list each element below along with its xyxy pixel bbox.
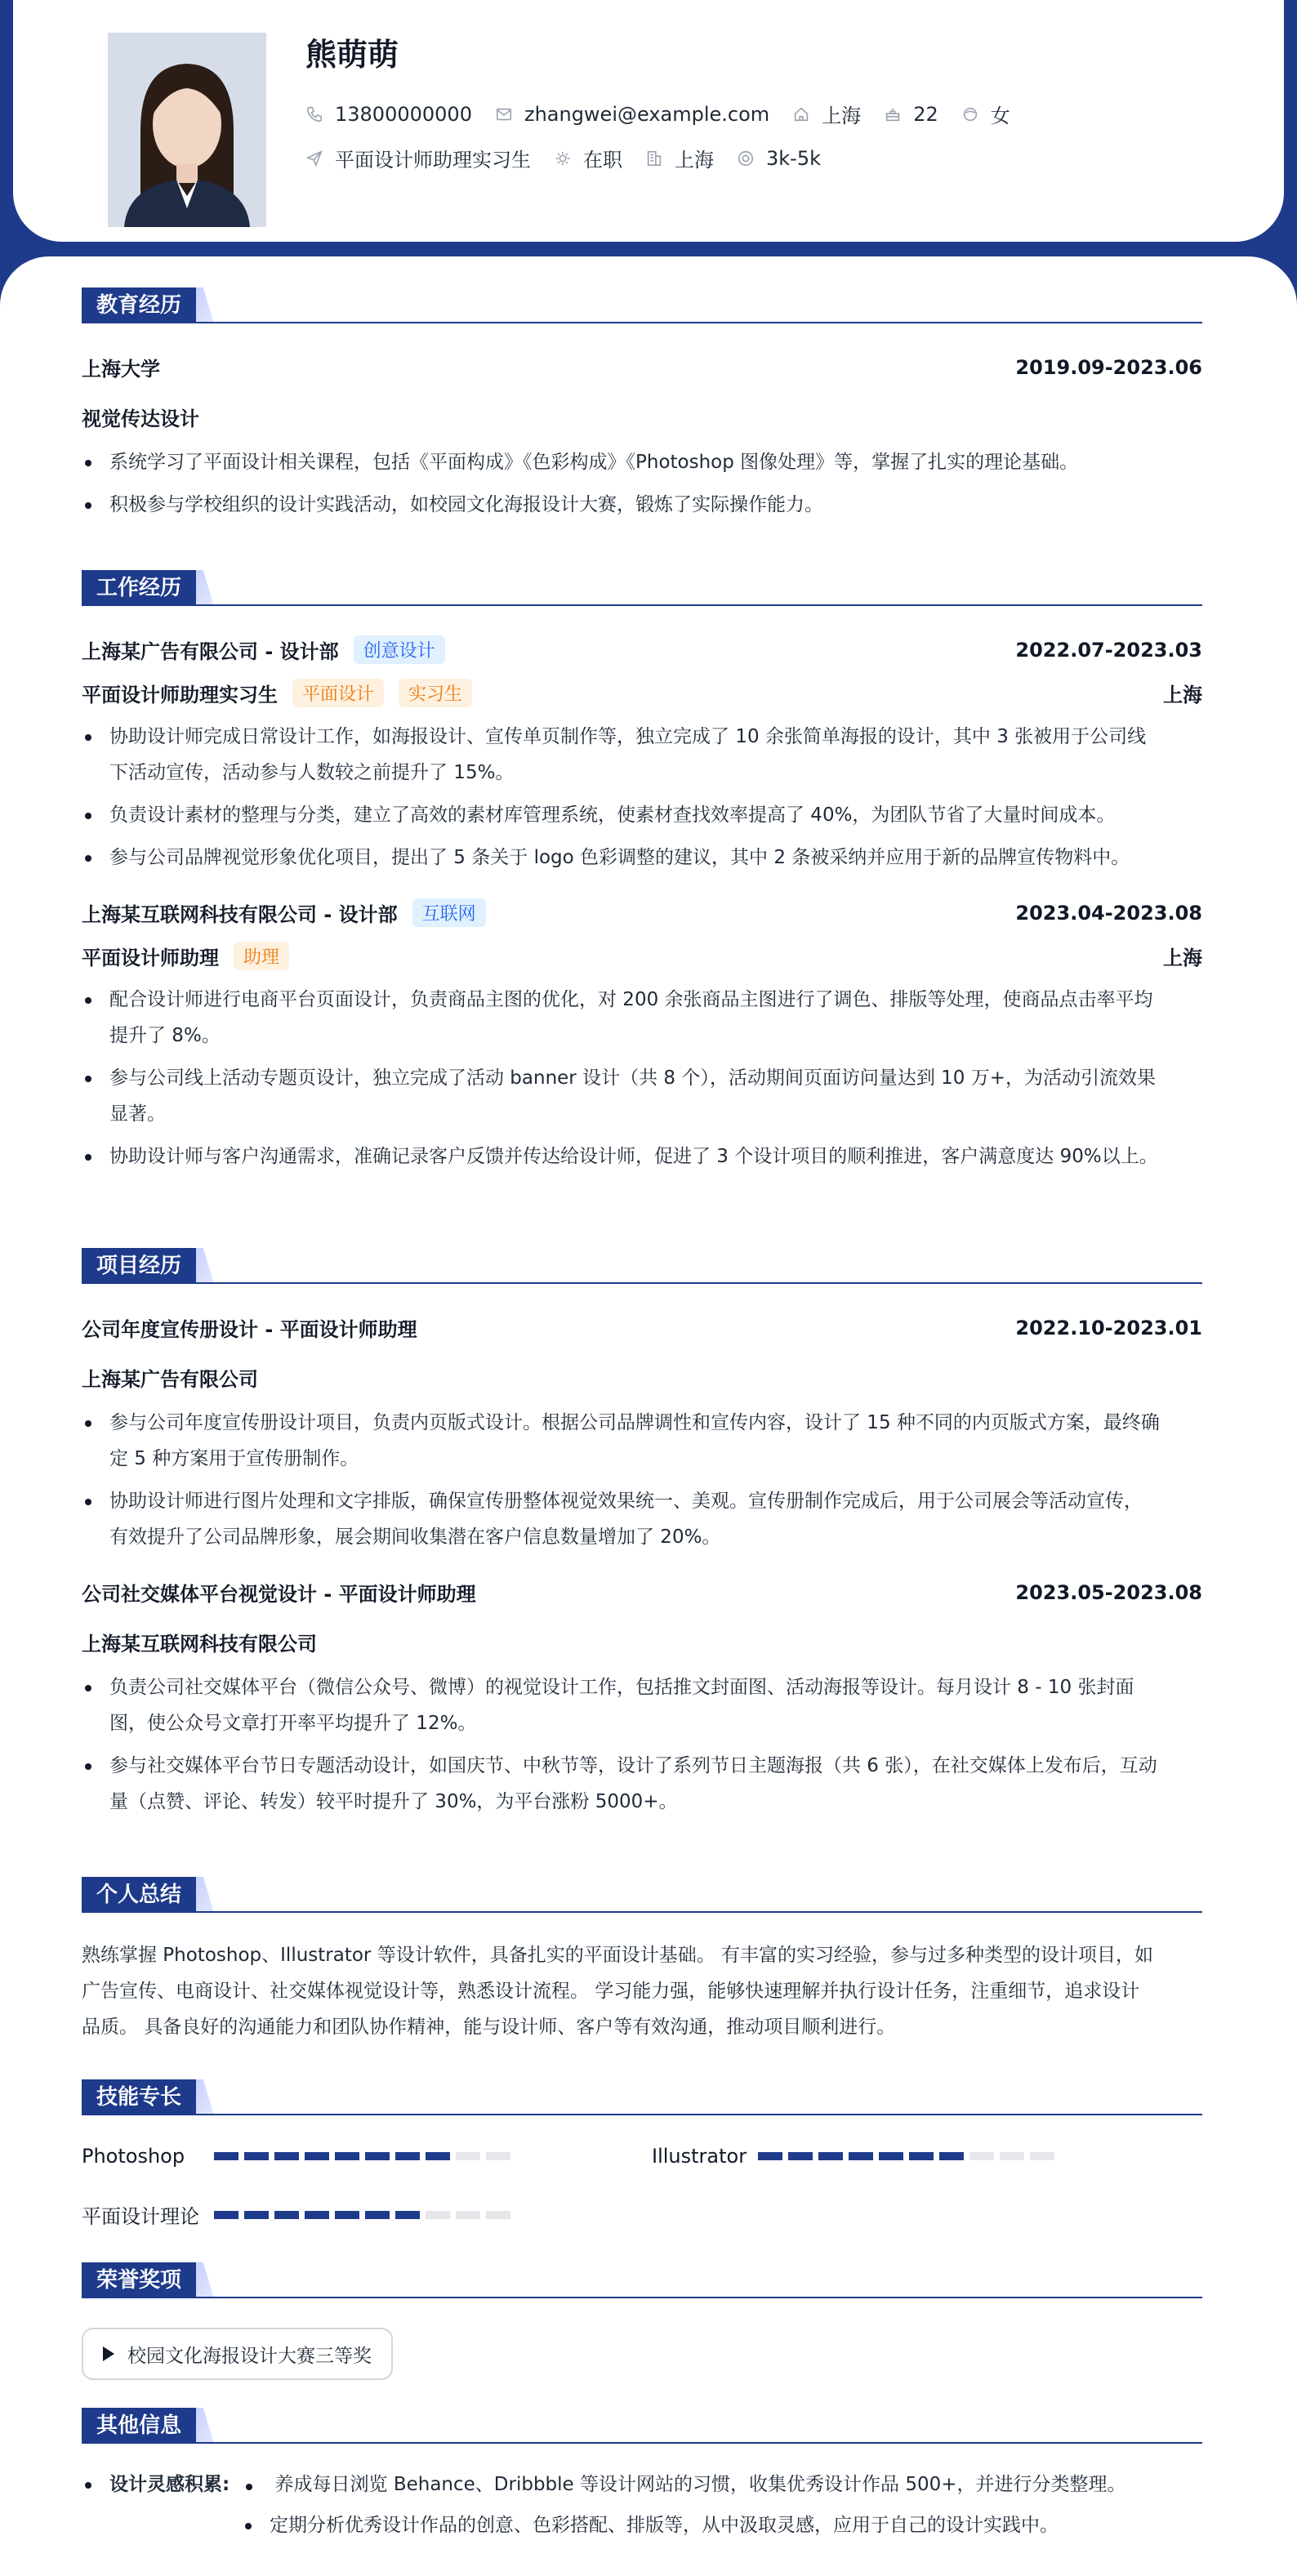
role-name: 平面设计师助理实习生 [82, 684, 278, 706]
section-divider [82, 2114, 1202, 2115]
list-item: 协助设计师与客户沟通需求，准确记录客户反馈并传达给设计师，促进了 3 个设计项目的顺利推进，客户满意度达 90%以上。 [82, 1139, 1202, 1174]
phone-item [305, 103, 472, 126]
section-divider [82, 1911, 1202, 1913]
other-section [82, 2408, 1202, 2543]
skill-illustrator [652, 2145, 1060, 2168]
project-bullets [82, 1405, 1202, 1555]
work-bullets [82, 719, 1202, 876]
skill-level-bar [214, 2152, 516, 2160]
section-title: 教育经历 [82, 287, 196, 323]
skill-design-theory [82, 2200, 516, 2229]
work-role-row [82, 942, 1202, 970]
skills-section [82, 2079, 1202, 2251]
section-divider [82, 604, 1202, 606]
list-item: 协助设计师完成日常设计工作，如海报设计、宣传单页制作等，独立完成了 10 余张简单海报的设计，其中 3 张被用于公司线 下活动宣传，活动参与人数较之前提升了 15%。 [82, 719, 1202, 791]
skill-segment-empty [969, 2152, 994, 2160]
candidate-name: 熊萌萌 [305, 37, 399, 73]
skill-segment-filled [335, 2152, 359, 2160]
project-name: 公司社交媒体平台视觉设计 - 平面设计师助理 [82, 1583, 476, 1606]
skill-segment-filled [214, 2152, 238, 2160]
work-bullets [82, 982, 1202, 1174]
skill-segment-filled [879, 2152, 903, 2160]
company-tag: 创意设计 [354, 635, 445, 664]
section-title-tail [196, 1877, 214, 1913]
mail-icon [495, 105, 513, 123]
coin-icon [737, 149, 755, 167]
award-item [82, 2328, 393, 2380]
list-item: 参与公司品牌视觉形象优化项目，提出了 5 条关于 logo 色彩调整的建议，其中 2 条被采纳并应用于新的品牌宣传物料中。 [82, 840, 1202, 876]
section-title: 其他信息 [82, 2408, 196, 2444]
gender-icon [961, 105, 979, 123]
major-row [82, 403, 1202, 431]
skill-segment-filled [788, 2152, 813, 2160]
age-item [884, 103, 938, 126]
role-tag: 助理 [234, 942, 289, 970]
school-name: 上海大学 [82, 358, 160, 381]
project-name: 公司年度宣传册设计 - 平面设计师助理 [82, 1318, 417, 1341]
other-sub-item: 定期分析优秀设计作品的创意、色彩搭配、排版等，从中汲取灵感，应用于自己的设计实践中。 [82, 2507, 1202, 2543]
summary-text: 熟练掌握 Photoshop、Illustrator 等设计软件，具备扎实的平面设计基础。 有丰富的实习经验，参与过多种类型的设计项目，如 广告宣传、电商设计、社交媒体视觉设计等，熟悉设计流程。 学习能力强，能够快速理解并执行设计任务，注重细节，追求设计 品质。 具备良好的沟通能力和团队协作精神，能与设计师、客户等有效沟通，推动项目顺利进行。 [82, 1945, 1154, 2038]
section-title-tail [196, 1248, 214, 1284]
list-item: 系统学习了平面设计相关课程，包括《平面构成》《色彩构成》《Photoshop 图像处理》等，掌握了扎实的理论基础。 [82, 444, 1202, 480]
other-label: 设计灵感积累: [109, 2474, 230, 2495]
work-role-row [82, 679, 1202, 707]
skills-header [82, 2079, 1202, 2115]
work-item-header [82, 898, 1202, 927]
list-item: 配合设计师进行电商平台页面设计，负责商品主图的优化，对 200 余张商品主图进行了调色、排版等处理，使商品点击率平均 提升了 8%。 [82, 982, 1202, 1054]
role-name: 平面设计师助理 [82, 947, 219, 969]
section-divider [82, 1282, 1202, 1284]
skill-segment-filled [305, 2211, 329, 2219]
summary-section [82, 1877, 1202, 2045]
honors-header [82, 2262, 1202, 2298]
salary-text: 3k-5k [766, 146, 821, 170]
skill-segment-empty [486, 2152, 510, 2160]
project-period: 2023.05-2023.08 [1015, 1580, 1202, 1604]
project-company-row [82, 1628, 1202, 1656]
education-header [82, 287, 1202, 323]
skill-name: Illustrator [652, 2145, 747, 2168]
send-icon [305, 149, 323, 167]
status-icon [554, 149, 572, 167]
skill-segment-empty [1000, 2152, 1024, 2160]
other-sub-item: 养成每日浏览 Behance、Dribbble 等设计网站的习惯，收集优秀设计作品 500+，并进行分类整理。 [243, 2474, 1126, 2495]
education-section [82, 287, 1202, 523]
skill-segment-filled [335, 2211, 359, 2219]
section-title-tail [196, 2408, 214, 2444]
section-title: 荣誉奖项 [82, 2262, 196, 2298]
age-text: 22 [913, 102, 938, 126]
skill-segment-filled [395, 2211, 420, 2219]
section-title-tail [196, 570, 214, 606]
work-section [82, 570, 1202, 1174]
skill-name: Photoshop [82, 2145, 185, 2168]
skill-segment-empty [486, 2211, 510, 2219]
skill-segment-filled [939, 2152, 964, 2160]
avatar [108, 33, 266, 227]
skill-segment-filled [849, 2152, 873, 2160]
work-item-header [82, 635, 1202, 664]
summary-header [82, 1877, 1202, 1913]
skill-level-bar [214, 2211, 516, 2219]
section-divider [82, 322, 1202, 323]
skill-segment-filled [305, 2152, 329, 2160]
skill-segment-filled [758, 2152, 782, 2160]
skill-level-bar [758, 2152, 1060, 2160]
skill-segment-filled [214, 2211, 238, 2219]
play-triangle-icon [103, 2346, 114, 2361]
company-name: 上海某广告有限公司 - 设计部 [82, 640, 339, 663]
skill-segment-empty [1030, 2152, 1054, 2160]
skill-segment-filled [395, 2152, 420, 2160]
project-header [82, 1248, 1202, 1284]
project-bullets [82, 1669, 1202, 1820]
position-text: 平面设计师助理实习生 [335, 149, 531, 172]
city-item [645, 144, 714, 172]
list-item: 负责设计素材的整理与分类，建立了高效的素材库管理系统，使素材查找效率提高了 40%，为团队节省了大量时间成本。 [82, 797, 1202, 833]
skill-photoshop [82, 2145, 516, 2168]
section-title: 个人总结 [82, 1877, 196, 1913]
list-item: 参与公司线上活动专题页设计，独立完成了活动 banner 设计（共 8 个），活动期间页面访问量达到 10 万+，为活动引流效果 显著。 [82, 1060, 1202, 1132]
skill-segment-filled [244, 2211, 269, 2219]
phone-text: 13800000000 [335, 102, 472, 126]
work-city: 上海 [1163, 947, 1202, 969]
status-item [554, 144, 622, 172]
work-period: 2023.04-2023.08 [1015, 901, 1202, 925]
honors-section [82, 2262, 1202, 2298]
section-divider [82, 2442, 1202, 2444]
section-title: 项目经历 [82, 1248, 196, 1284]
position-item [305, 144, 531, 172]
project-company: 上海某广告有限公司 [82, 1368, 258, 1391]
email-text: zhangwei@example.com [524, 102, 770, 126]
project-item-header [82, 1313, 1202, 1342]
cake-icon [884, 105, 902, 123]
email-item [495, 103, 769, 126]
skill-segment-filled [244, 2152, 269, 2160]
company-name: 上海某互联网科技有限公司 - 设计部 [82, 903, 398, 926]
list-item: 参与社交媒体平台节日专题活动设计，如国庆节、中秋节等，设计了系列节日主题海报（共 6 张），在社交媒体上发布后，互动 量（点赞、评论、转发）较平时提升了 30%，为平台涨粉 5000+。 [82, 1748, 1202, 1820]
list-item: 积极参与学校组织的设计实践活动，如校园文化海报设计大赛，锻炼了实际操作能力。 [82, 487, 1202, 523]
building-icon [645, 149, 663, 167]
list-item [82, 2467, 1202, 2502]
skill-segment-filled [365, 2211, 390, 2219]
list-item: 负责公司社交媒体平台（微信公众号、微博）的视觉设计工作，包括推文封面图、活动海报等设计。每月设计 8 - 10 张封面 图，使公众号文章打开率平均提升了 12%。 [82, 1669, 1202, 1741]
city-text: 上海 [675, 149, 714, 172]
phone-icon [305, 105, 323, 123]
work-header [82, 570, 1202, 606]
skill-segment-empty [456, 2152, 480, 2160]
role-tag: 平面设计 [292, 679, 384, 707]
section-title: 工作经历 [82, 570, 196, 606]
section-title: 技能专长 [82, 2079, 196, 2115]
section-divider [82, 2297, 1202, 2298]
company-tag: 互联网 [412, 898, 486, 927]
contact-row [305, 100, 1033, 128]
work-period: 2022.07-2023.03 [1015, 638, 1202, 662]
award-text: 校园文化海报设计大赛三等奖 [127, 2345, 372, 2367]
work-city: 上海 [1163, 684, 1202, 706]
project-company: 上海某互联网科技有限公司 [82, 1633, 317, 1656]
skill-segment-filled [909, 2152, 934, 2160]
hometown-item [792, 100, 861, 128]
hometown-text: 上海 [822, 105, 862, 127]
skill-segment-filled [818, 2152, 843, 2160]
section-title-tail [196, 287, 214, 323]
skill-segment-empty [426, 2211, 450, 2219]
list-item: 协助设计师进行图片处理和文字排版，确保宣传册整体视觉效果统一、美观。宣传册制作完成后，用于公司展会等活动宣传， 有效提升了公司品牌形象，展会期间收集潜在客户信息数量增加了 20%。 [82, 1483, 1202, 1555]
major-name: 视觉传达设计 [82, 408, 199, 430]
education-row [82, 353, 1202, 381]
other-list [82, 2467, 1202, 2543]
skill-segment-filled [426, 2152, 450, 2160]
list-item: 参与公司年度宣传册设计项目，负责内页版式设计。根据公司品牌调性和宣传内容，设计了 15 种不同的内页版式方案，最终确 定 5 种方案用于宣传册制作。 [82, 1405, 1202, 1477]
home-icon [792, 105, 810, 123]
salary-item [737, 147, 821, 170]
header-card [13, 0, 1284, 242]
gender-item [961, 100, 1010, 128]
skill-segment-filled [365, 2152, 390, 2160]
gender-text: 女 [990, 105, 1010, 127]
skill-segment-filled [274, 2152, 299, 2160]
skill-name: 平面设计理论 [82, 2205, 199, 2228]
project-company-row [82, 1363, 1202, 1392]
other-header [82, 2408, 1202, 2444]
education-bullets [82, 444, 1202, 523]
intent-row [305, 144, 844, 172]
project-item-header [82, 1578, 1202, 1607]
section-title-tail [196, 2079, 214, 2115]
project-section [82, 1248, 1202, 1820]
skill-segment-empty [456, 2211, 480, 2219]
skill-segment-filled [274, 2211, 299, 2219]
project-period: 2022.10-2023.01 [1015, 1316, 1202, 1339]
education-period: 2019.09-2023.06 [1015, 355, 1202, 379]
role-tag: 实习生 [399, 679, 472, 707]
status-text: 在职 [583, 149, 622, 172]
section-title-tail [196, 2262, 214, 2298]
